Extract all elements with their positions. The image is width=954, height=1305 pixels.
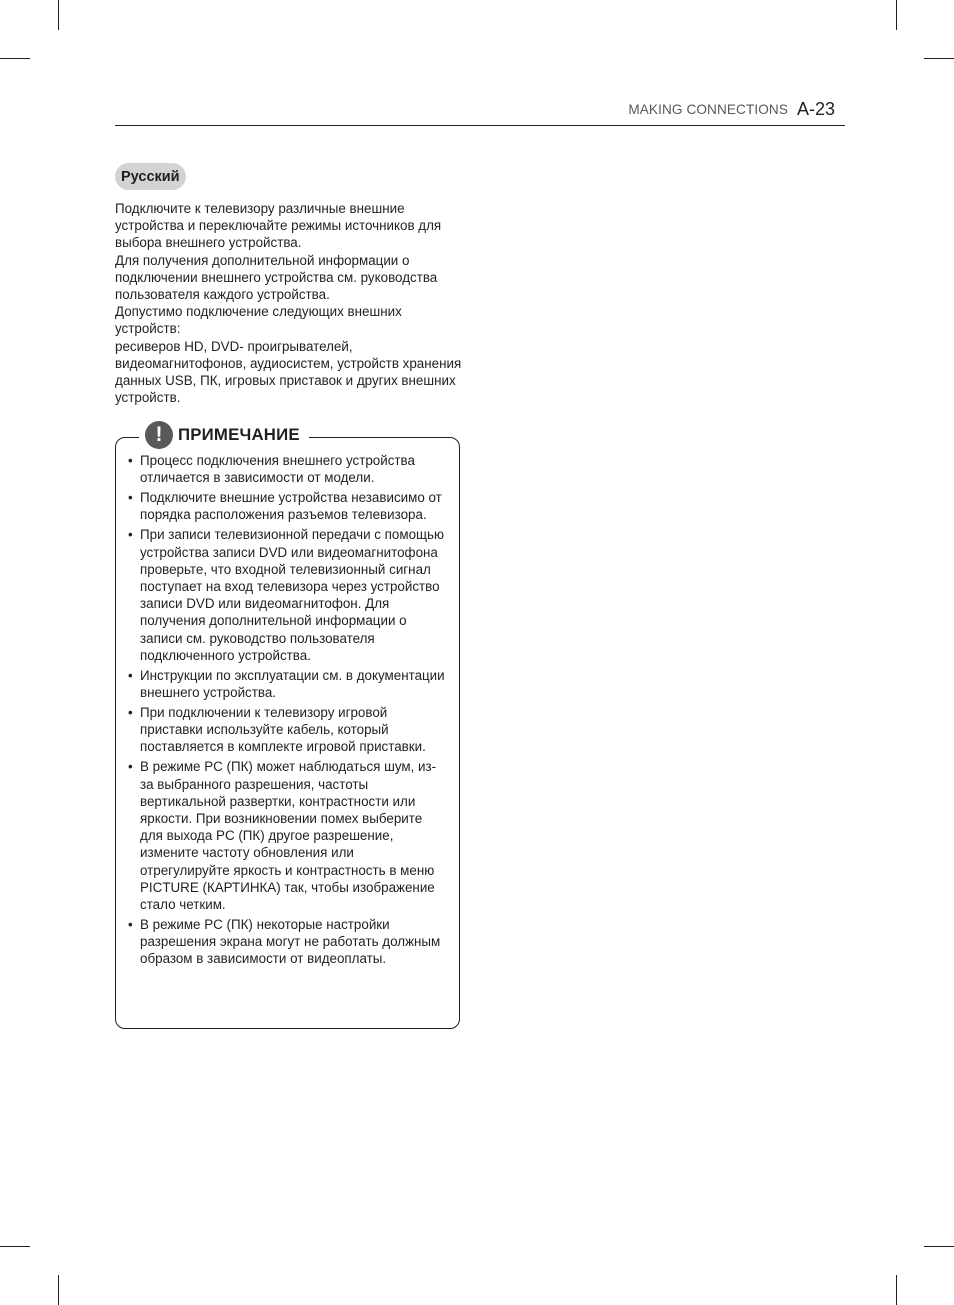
note-list bbox=[128, 452, 446, 970]
note-item bbox=[128, 667, 446, 701]
note-item bbox=[128, 526, 446, 664]
intro-paragraph: ресиверов HD, DVD- проигрывателей, видеомагнитофонов, аудиосистем, устройств хранения данных USB, ПК, игровых приставок и других внешних устройств. bbox=[115, 338, 462, 406]
note-item-text: Инструкции по эксплуатации см. в документации внешнего устройства. bbox=[140, 667, 445, 701]
intro-paragraph: Допустимо подключение следующих внешних устройств: bbox=[115, 304, 402, 337]
bullet-icon: • bbox=[128, 453, 133, 468]
note-item bbox=[128, 916, 446, 968]
crop-mark-top-left-horizontal bbox=[0, 58, 30, 59]
bullet-icon: • bbox=[128, 490, 133, 506]
running-header bbox=[115, 96, 845, 126]
intro-paragraph: Подключите к телевизору различные внешние устройства и переключайте режимы источников для выбора внешнего устройства. bbox=[115, 201, 442, 251]
intro-paragraph: Для получения дополнительной информации о подключении внешнего устройства см. руководства пользователя каждого устройства. bbox=[115, 252, 438, 303]
crop-mark-top-right-vertical bbox=[896, 0, 897, 30]
bullet-icon: • bbox=[128, 705, 133, 721]
note-title: ПРИМЕЧАНИЕ bbox=[178, 425, 300, 444]
note-item-text: Подключите внешние устройства независимо от порядка расположения разъемов телевизора. bbox=[140, 490, 442, 523]
bullet-icon: • bbox=[128, 759, 133, 775]
intro-text bbox=[115, 200, 465, 406]
note-item-text: При подключении к телевизору игровой приставки используйте кабель, который поставляется в комплекте игровой приставки. bbox=[140, 705, 426, 755]
note-item bbox=[128, 452, 446, 486]
bullet-icon: • bbox=[128, 917, 133, 933]
crop-mark-bottom-left-horizontal bbox=[0, 1246, 30, 1247]
exclamation-icon: ! bbox=[145, 421, 173, 449]
note-item bbox=[128, 489, 446, 523]
language-badge: Русский bbox=[115, 163, 186, 190]
note-item bbox=[128, 704, 446, 756]
header-section-title: MAKING CONNECTIONS bbox=[628, 102, 788, 117]
note-item bbox=[128, 758, 446, 913]
note-item-text: В режиме PC (ПК) может наблюдаться шум, из-за выбранного разрешения, частоты вертикальной развертки, контрастности или яркости. При возникновении помех выберите для выхода PC (ПК) другое разрешение, измените частоту обновления или отрегулируйте яркость и контрастность в меню PICTURE (КАРТИНКА) так, чтобы изображение стало четким. bbox=[140, 759, 437, 913]
bullet-icon: • bbox=[128, 527, 133, 543]
crop-mark-bottom-right-horizontal bbox=[924, 1246, 954, 1247]
page-number: A-23 bbox=[796, 99, 835, 119]
crop-mark-top-left-vertical bbox=[58, 0, 59, 30]
crop-mark-top-right-horizontal bbox=[924, 58, 954, 59]
note-heading bbox=[139, 420, 309, 450]
note-item-text: В режиме PC (ПК) некоторые настройки разрешения экрана могут не работать должным образом в зависимости от видеоплаты. bbox=[140, 917, 441, 967]
crop-mark-bottom-right-vertical bbox=[896, 1275, 897, 1305]
note-item-text: При записи телевизионной передачи с помощью устройства записи DVD или видеомагнитофона проверьте, что входной телевизионный сигнал поступает на вход телевизора через устройство записи DVD или видеомагнитофон. Для получения дополнительной информации о записи см. руководство пользователя подключенного устройства. bbox=[140, 527, 445, 663]
crop-mark-bottom-left-vertical bbox=[58, 1275, 59, 1305]
bullet-icon: • bbox=[128, 667, 133, 683]
note-item-text: Процесс подключения внешнего устройства отличается в зависимости от модели. bbox=[140, 453, 415, 486]
